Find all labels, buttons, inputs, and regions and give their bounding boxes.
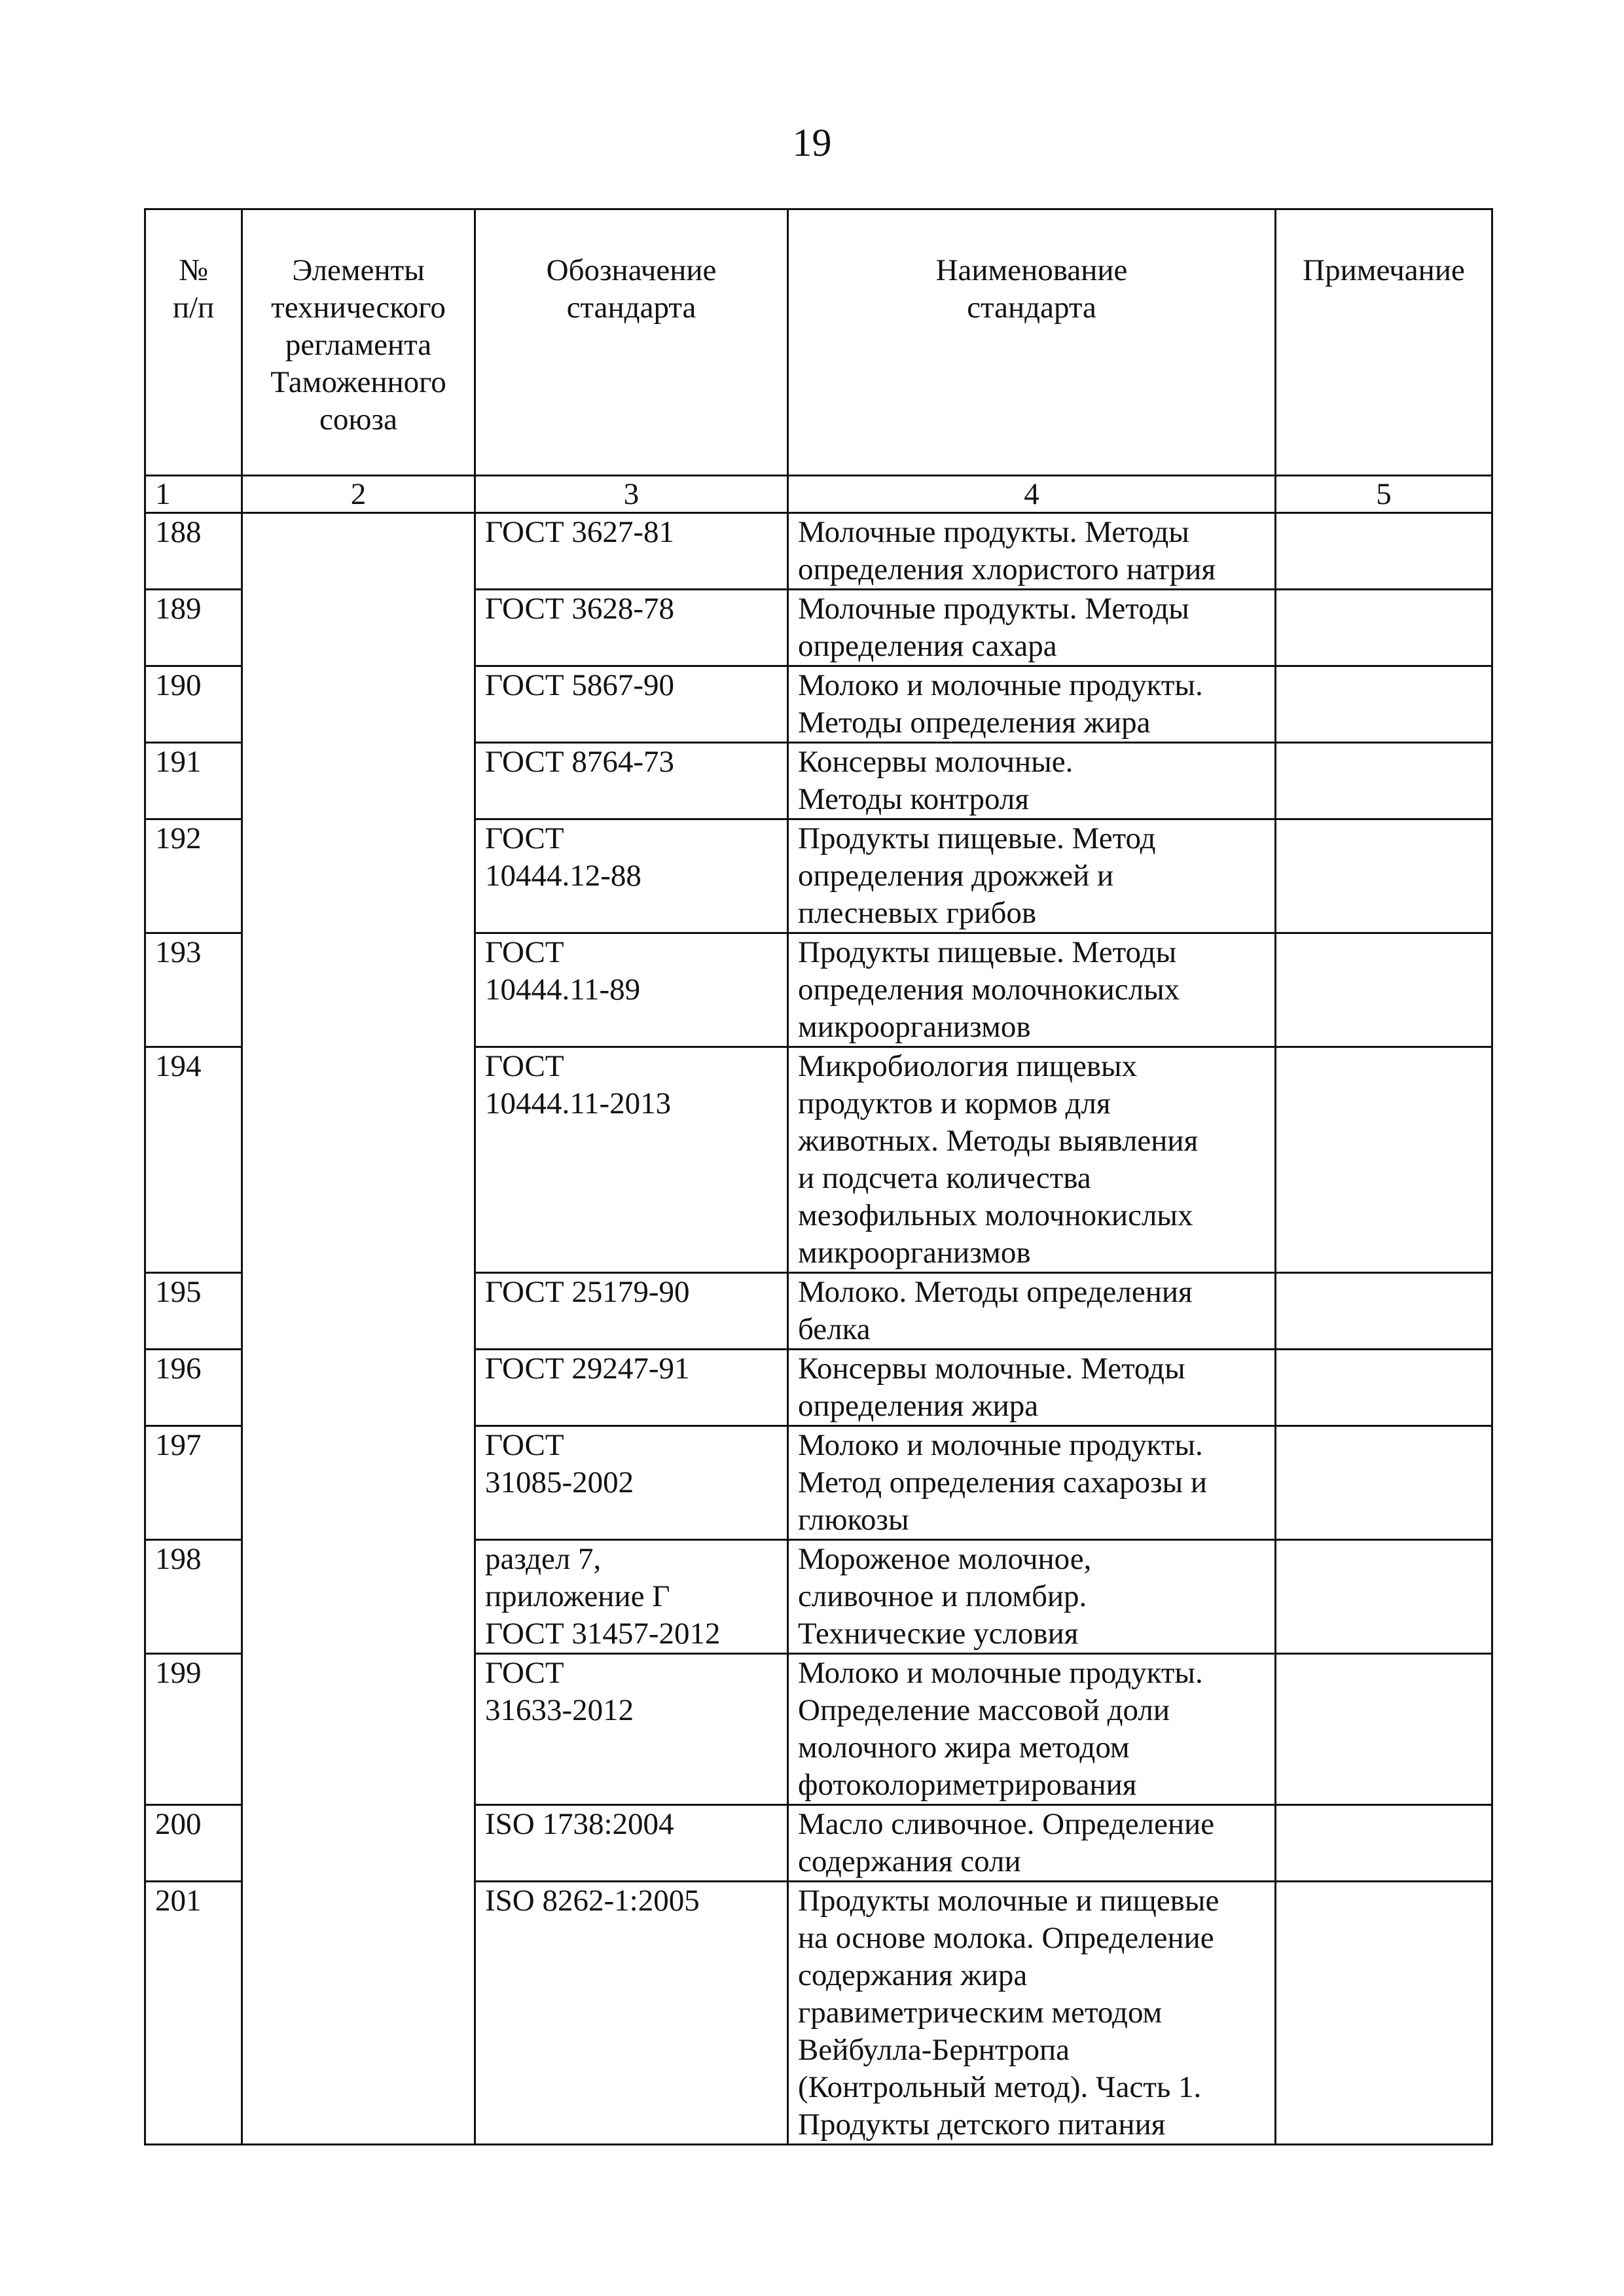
standard-name: Молоко. Методы определения белка [788, 1273, 1276, 1350]
standard-designation: ГОСТ 5867-90 [475, 666, 788, 743]
note-cell [1276, 1273, 1492, 1350]
row-number: 194 [145, 1047, 242, 1273]
standards-table [144, 208, 1493, 2145]
table-body [145, 513, 1492, 2145]
row-number: 195 [145, 1273, 242, 1350]
standard-designation: ГОСТ 3627-81 [475, 513, 788, 590]
standard-name: Молоко и молочные продукты. Метод определения сахарозы и глюкозы [788, 1426, 1276, 1540]
standard-name: Молочные продукты. Методы определения сахара [788, 590, 1276, 666]
row-number: 197 [145, 1426, 242, 1540]
note-cell [1276, 513, 1492, 590]
row-number: 191 [145, 743, 242, 819]
standard-designation: ГОСТ 8764-73 [475, 743, 788, 819]
standard-designation: ГОСТ 31633-2012 [475, 1654, 788, 1805]
note-cell [1276, 1047, 1492, 1273]
standard-name: Консервы молочные. Методы контроля [788, 743, 1276, 819]
header-name: Наименование стандарта [788, 209, 1276, 476]
table-row [145, 513, 1492, 590]
column-number-5: 5 [1276, 476, 1492, 513]
row-number: 199 [145, 1654, 242, 1805]
standard-designation: ГОСТ 10444.11-89 [475, 933, 788, 1047]
note-cell [1276, 1882, 1492, 2145]
note-cell [1276, 1426, 1492, 1540]
standard-designation: ГОСТ 10444.12-88 [475, 819, 788, 933]
row-number: 192 [145, 819, 242, 933]
column-number-row [145, 476, 1492, 513]
row-number: 188 [145, 513, 242, 590]
standard-designation: раздел 7, приложение Г ГОСТ 31457-2012 [475, 1540, 788, 1654]
standard-designation: ISO 1738:2004 [475, 1805, 788, 1882]
header-designation: Обозначение стандарта [475, 209, 788, 476]
note-cell [1276, 590, 1492, 666]
standard-designation: ГОСТ 29247-91 [475, 1350, 788, 1426]
row-number: 198 [145, 1540, 242, 1654]
standard-name: Молоко и молочные продукты. Методы определения жира [788, 666, 1276, 743]
row-number: 193 [145, 933, 242, 1047]
note-cell [1276, 1350, 1492, 1426]
standard-designation: ГОСТ 25179-90 [475, 1273, 788, 1350]
page-number: 19 [792, 121, 832, 164]
element-cell [242, 513, 475, 2145]
standard-designation: ГОСТ 3628-78 [475, 590, 788, 666]
header-row [145, 209, 1492, 476]
table-header [145, 209, 1492, 513]
row-number: 196 [145, 1350, 242, 1426]
standard-designation: ГОСТ 31085-2002 [475, 1426, 788, 1540]
row-number: 190 [145, 666, 242, 743]
column-number-2: 2 [242, 476, 475, 513]
standard-name: Мороженое молочное, сливочное и пломбир. Технические условия [788, 1540, 1276, 1654]
column-number-3: 3 [475, 476, 788, 513]
note-cell [1276, 666, 1492, 743]
standard-designation: ISO 8262-1:2005 [475, 1882, 788, 2145]
note-cell [1276, 743, 1492, 819]
row-number: 189 [145, 590, 242, 666]
standard-name: Продукты молочные и пищевые на основе молока. Определение содержания жира гравиметрическим методом Вейбулла-Бернтропа (Контрольный метод). Часть 1. Продукты детского питания [788, 1882, 1276, 2145]
note-cell [1276, 1540, 1492, 1654]
standard-name: Продукты пищевые. Методы определения молочнокислых микроорганизмов [788, 933, 1276, 1047]
note-cell [1276, 933, 1492, 1047]
standard-name: Молоко и молочные продукты. Определение массовой доли молочного жира методом фотоколориметрирования [788, 1654, 1276, 1805]
header-note: Примечание [1276, 209, 1492, 476]
note-cell [1276, 1654, 1492, 1805]
row-number: 200 [145, 1805, 242, 1882]
row-number: 201 [145, 1882, 242, 2145]
header-number: № п/п [145, 209, 242, 476]
standard-name: Микробиология пищевых продуктов и кормов для животных. Методы выявления и подсчета количества мезофильных молочнокислых микроорганизмов [788, 1047, 1276, 1273]
standard-designation: ГОСТ 10444.11-2013 [475, 1047, 788, 1273]
note-cell [1276, 1805, 1492, 1882]
standard-name: Молочные продукты. Методы определения хлористого натрия [788, 513, 1276, 590]
column-number-4: 4 [788, 476, 1276, 513]
standard-name: Продукты пищевые. Метод определения дрожжей и плесневых грибов [788, 819, 1276, 933]
column-number-1: 1 [145, 476, 242, 513]
standard-name: Консервы молочные. Методы определения жира [788, 1350, 1276, 1426]
note-cell [1276, 819, 1492, 933]
standard-name: Масло сливочное. Определение содержания соли [788, 1805, 1276, 1882]
header-elements: Элементы технического регламента Таможенного союза [242, 209, 475, 476]
